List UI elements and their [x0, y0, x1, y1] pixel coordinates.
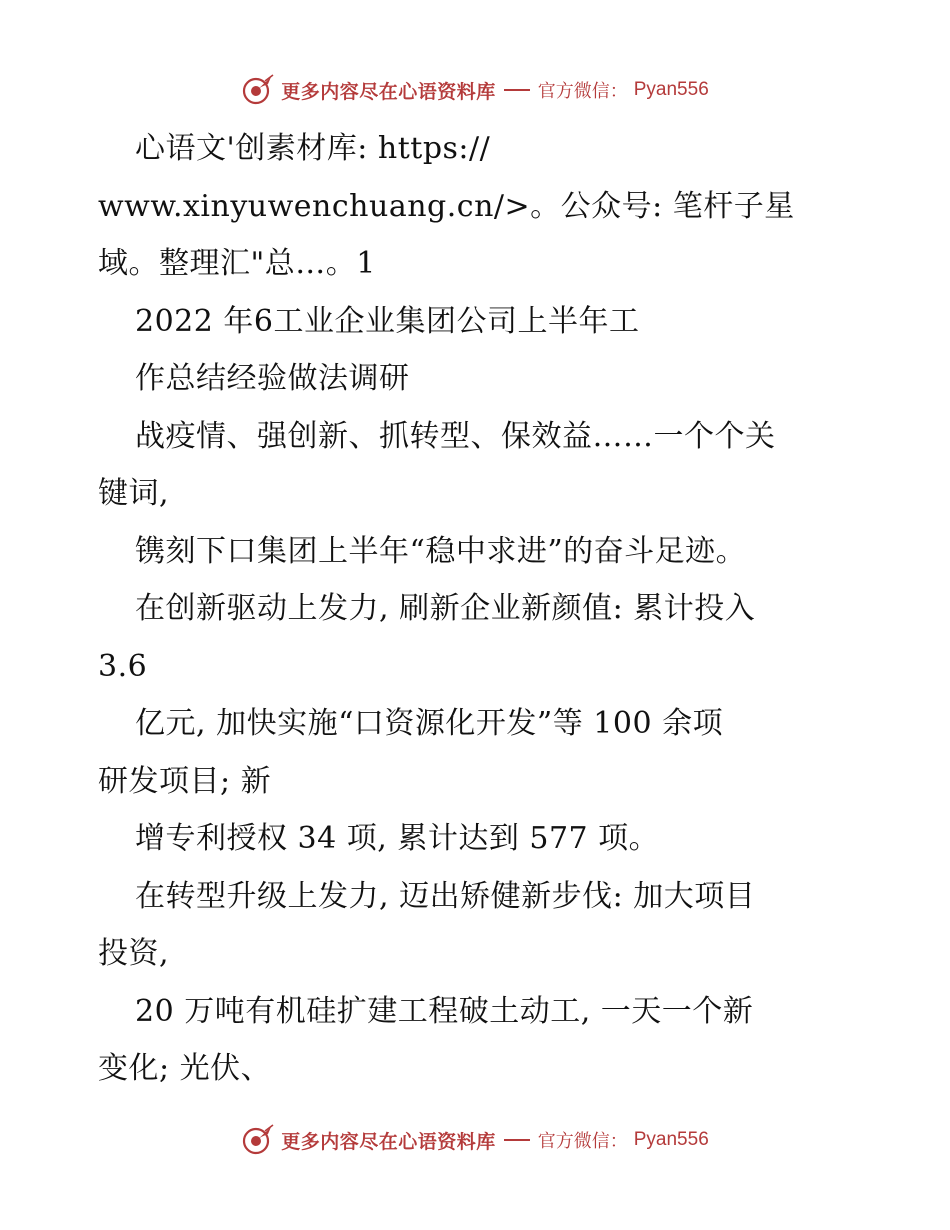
banner-wechat-id: Pyan556 — [633, 1129, 709, 1150]
text-line: 亿元, 加快实施“口资源化开发”等 100 余项 — [135, 706, 724, 741]
banner-brand-text: 更多内容尽在心语资料库 — [281, 1130, 496, 1153]
text-line: 在创新驱动上发力, 刷新企业新颜值: 累计投入 — [135, 591, 756, 626]
banner-divider — [504, 89, 530, 91]
text-line: 研发项目; 新 — [98, 763, 272, 799]
text-line: 变化; 光伏、 — [98, 1051, 272, 1086]
header-banner — [0, 70, 950, 110]
text-line: www.xinyuwenchuang.cn/>。公众号: 笔杆子星 — [98, 188, 795, 224]
document-body — [98, 120, 858, 1098]
quill-logo-icon — [241, 1123, 275, 1157]
quill-logo-icon — [241, 73, 275, 107]
banner-brand-text: 更多内容尽在心语资料库 — [281, 80, 496, 103]
document-title-line: 2022 年6工业企业集团公司上半年工 — [135, 303, 640, 339]
text-line: 增专利授权 34 项, 累计达到 577 项。 — [135, 821, 660, 856]
text-line: 投资, — [98, 936, 170, 971]
footer-banner — [0, 1120, 950, 1160]
text-line: 3.6 — [98, 648, 148, 684]
document-title-line: 作总结经验做法调研 — [135, 361, 410, 396]
text-line: 20 万吨有机硅扩建工程破土动工, 一天一个新 — [135, 993, 754, 1029]
banner-wechat-label: 官方微信： — [537, 1131, 628, 1152]
text-line: 战疫情、强创新、抓转型、保效益……一个个关 — [135, 418, 776, 454]
banner-wechat-id: Pyan556 — [633, 79, 709, 100]
text-line: 在转型升级上发力, 迈出矫健新步伐: 加大项目 — [135, 878, 756, 914]
banner-divider — [504, 1139, 530, 1141]
text-line: 心语文'创素材库: https:// — [135, 131, 491, 166]
banner-wechat-label: 官方微信： — [537, 81, 628, 102]
text-line: 键词, — [98, 476, 170, 511]
text-line: 镌刻下口集团上半年“稳中求进”的奋斗足迹。 — [135, 533, 747, 569]
text-line: 域。整理汇"总…。1 — [98, 246, 376, 281]
